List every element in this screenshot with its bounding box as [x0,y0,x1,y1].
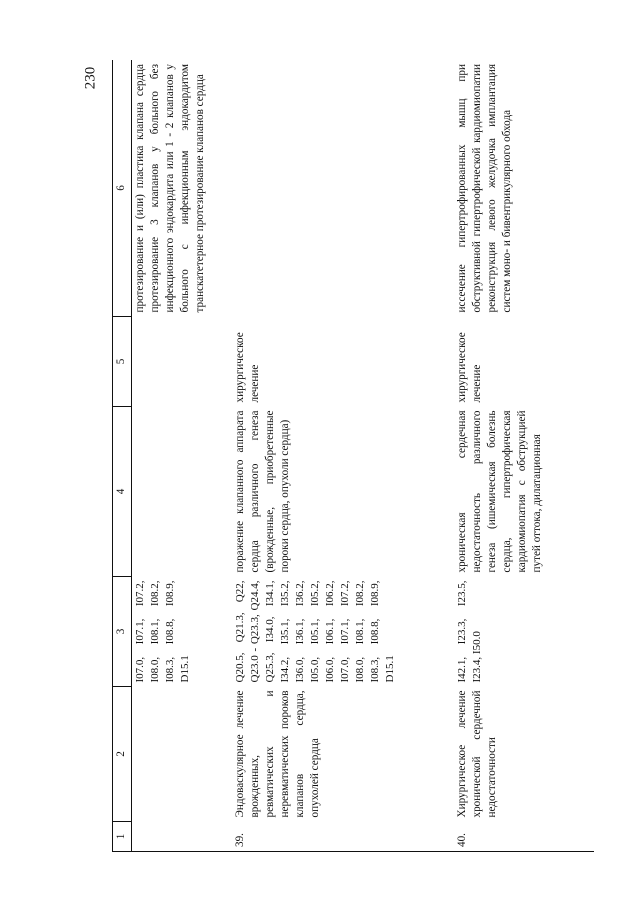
table-header-row [113,60,132,852]
row-name [132,687,232,822]
treatment-method [232,60,454,317]
diagnosis-codes: Q20.5, Q21.3, Q22, Q23.0 - Q23.3, Q24.4, Q25.3, I34.0, I34.1, I34.2, I35.1, I35.2, I36.0, I36.1, I36.2, I05.0, I05.1, I05.2, I06.0, I06.1, I06.2, I07.0, I07.1, I07.2, I08.0, I08.1, I08.2, I08.3, I08.8, I08.9, D15.1 [233,580,396,683]
table-row-39 [232,60,454,852]
column-header: 2 [113,687,132,822]
condition [132,407,232,577]
treatment-type: хирургическое лечение [233,332,261,403]
column-header: 3 [113,577,132,687]
treatment-method: иссечение гипертрофированных мышц при обструктивной гипертрофической кардиомиопатии реконструкция левого желудочка имплантация систем моно- и бивентрикулярного обхода [454,60,594,317]
services-table [112,60,594,852]
diagnosis-codes: I42.1, I23.3, I23.5, I23.4, I50.0 [455,580,483,683]
condition: хроническая сердечная недостаточность различного генеза (ишемическая болезнь сердца, гипертрофическая кардиомиопатия с обструкцией путей оттока, дилатационная [455,410,543,573]
table-row-continuation [132,60,232,852]
table-row-40 [454,60,594,852]
row-number: 40. [454,822,594,852]
column-header: 6 [113,60,132,317]
column-header: 1 [113,822,132,852]
diagnosis-codes: I07.0, I07.1, I07.2, I08.0, I08.1, I08.2, I08.3, I08.8, I08.9, D15.1 [134,580,191,683]
condition: поражение клапанного аппарата сердца различного генеза (врожденные, приобретенные пороки сердца, опухоли сердца) [233,410,291,573]
column-header: 5 [113,317,132,407]
treatment-type: хирургическое лечение [455,332,483,403]
treatment-type [132,317,232,407]
row-name: Эндоваскулярное лечение врожденных, ревматических и неревматических пороков клапанов сердца, опухолей сердца [233,690,321,818]
treatment-method: протезирование и (или) пластика клапана сердца протезирование 3 клапанов у больного без инфекционного эндокардита или 1 - 2 клапанов у больного с инфекционным эндокардитом транскатетерное протезирование клапанов сердца [132,60,232,317]
rotated-table-area [112,60,612,852]
row-number [132,822,232,852]
column-header: 4 [113,407,132,577]
row-number: 39. [232,822,454,852]
row-name: Хирургическое лечение хронической сердечной недостаточности [455,690,498,818]
page-number: 230 [82,66,99,90]
